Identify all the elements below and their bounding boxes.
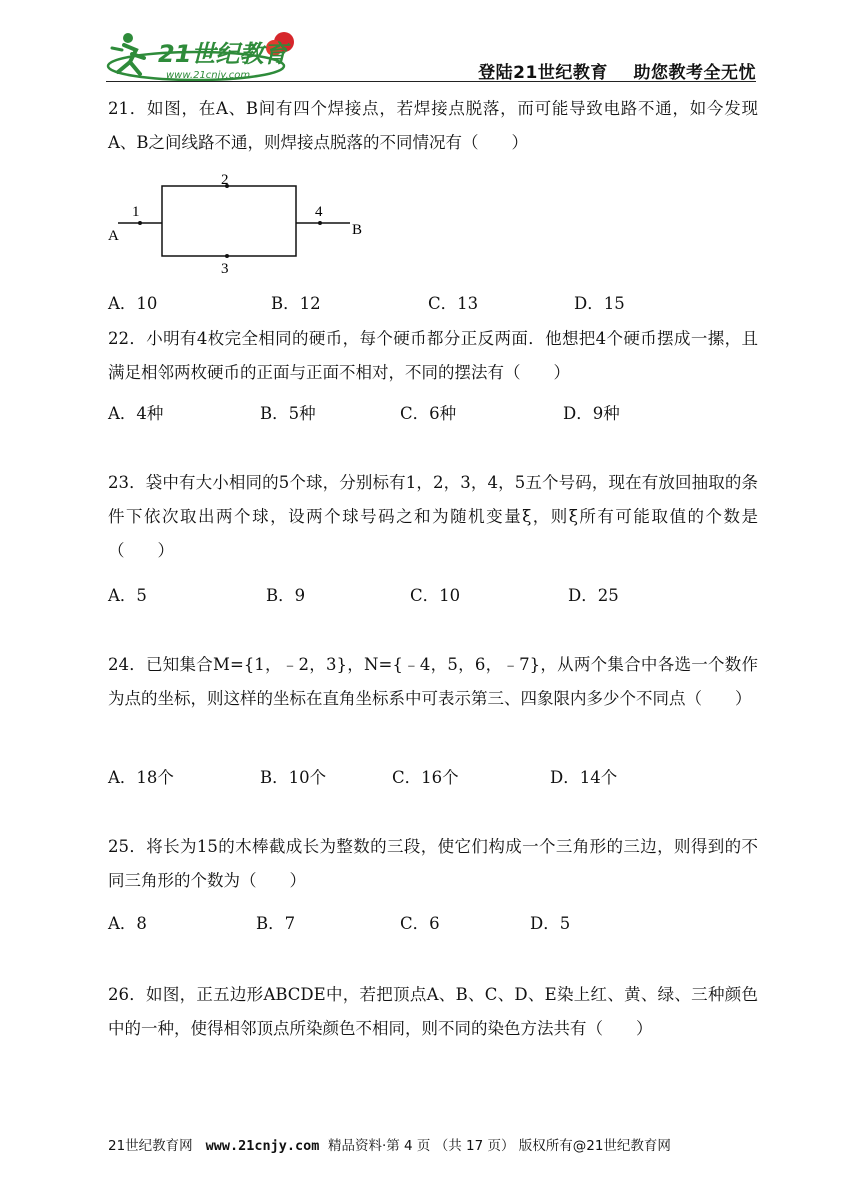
option-c: C．6种	[400, 404, 457, 423]
option-c: C．13	[428, 294, 479, 313]
question-23	[108, 466, 758, 568]
option-d: D．5	[530, 914, 571, 933]
question-25-text: 25．将长为15的木棒截成长为整数的三段，使它们构成一个三角形的三边，则得到的不同三角形的个数为（ ）	[108, 837, 758, 890]
question-24-text: 24．已知集合M={1，﹣2，3}，N={﹣4，5，6，﹣7}，从两个集合中各选一个数作为点的坐标，则这样的坐标在直角坐标系中可表示第三、四象限内多少个不同点（ ）	[108, 655, 758, 708]
option-b: B．12	[271, 294, 321, 313]
option-d: D．15	[574, 294, 625, 313]
question-21	[108, 92, 758, 160]
question-24	[108, 648, 758, 716]
question-22	[108, 322, 758, 390]
option-d: D．9种	[563, 404, 620, 423]
option-b: B．7	[256, 914, 296, 933]
option-a: A．8	[108, 914, 147, 933]
question-21-options	[108, 290, 758, 314]
question-26-text: 26．如图，正五边形ABCDE中，若把顶点A、B、C、D、E染上红、黄、绿、三种颜色中的一种，使得相邻顶点所染颜色不相同，则不同的染色方法共有（ ）	[108, 985, 758, 1038]
footer-right: 精品资料·第 4 页 （共 17 页） 版权所有@21世纪教育网	[327, 1138, 671, 1154]
running-figure-logo-icon	[106, 28, 306, 84]
option-a: A．4种	[108, 404, 164, 423]
header-divider	[106, 81, 756, 82]
question-22-text: 22．小明有4枚完全相同的硬币，每个硬币都分正反两面．他想把4个硬币摆成一摞，且满足相邻两枚硬币的正面与正面不相对，不同的摆法有（ ）	[108, 329, 758, 382]
endpoint-a-label: A	[108, 228, 119, 244]
option-b: B．10个	[260, 768, 327, 787]
question-22-options	[108, 400, 758, 424]
question-23-text: 23．袋中有大小相同的5个球，分别标有1，2，3，4，5五个号码，现在有放回抽取的条件下依次取出两个球，设两个球号码之和为随机变量ξ，则ξ所有可能取值的个数是（ ）	[108, 473, 758, 560]
option-b: B．5种	[260, 404, 316, 423]
option-c: C．10	[410, 586, 461, 605]
header-slogan: 登陆21世纪教育 助您教考全无忧	[478, 63, 756, 83]
question-25	[108, 830, 758, 898]
option-a: A．5	[108, 586, 147, 605]
footer-site-link[interactable]: www.21cnjy.com	[205, 1138, 320, 1154]
circuit-figure	[104, 166, 364, 278]
page-header	[106, 18, 756, 84]
question-25-options	[108, 910, 758, 934]
option-d: D．14个	[550, 768, 618, 787]
option-a: A．10	[108, 294, 158, 313]
option-b: B．9	[266, 586, 306, 605]
solder-point-1-label: 1	[132, 204, 140, 220]
footer-left: 21世纪教育网	[108, 1138, 193, 1154]
question-21-text: 21．如图，在A、B间有四个焊接点，若焊接点脱落，而可能导致电路不通，如今发现A、B之间线路不通，则焊接点脱落的不同情况有（ ）	[108, 99, 758, 152]
question-23-options	[108, 582, 758, 606]
solder-point-4-label: 4	[315, 204, 323, 220]
solder-point-3-label: 3	[221, 261, 229, 277]
option-c: C．6	[400, 914, 440, 933]
question-24-options	[108, 764, 758, 788]
page-footer	[108, 1134, 671, 1154]
logo-url: www.21cnjy.com	[166, 70, 251, 81]
solder-point-2-label: 2	[221, 172, 229, 188]
endpoint-b-label: B	[352, 222, 363, 238]
option-d: D．25	[568, 586, 619, 605]
option-c: C．16个	[392, 768, 459, 787]
option-a: A．18个	[108, 768, 174, 787]
site-logo	[106, 28, 306, 84]
question-26	[108, 978, 758, 1046]
logo-text: 21世纪教育	[158, 40, 288, 68]
